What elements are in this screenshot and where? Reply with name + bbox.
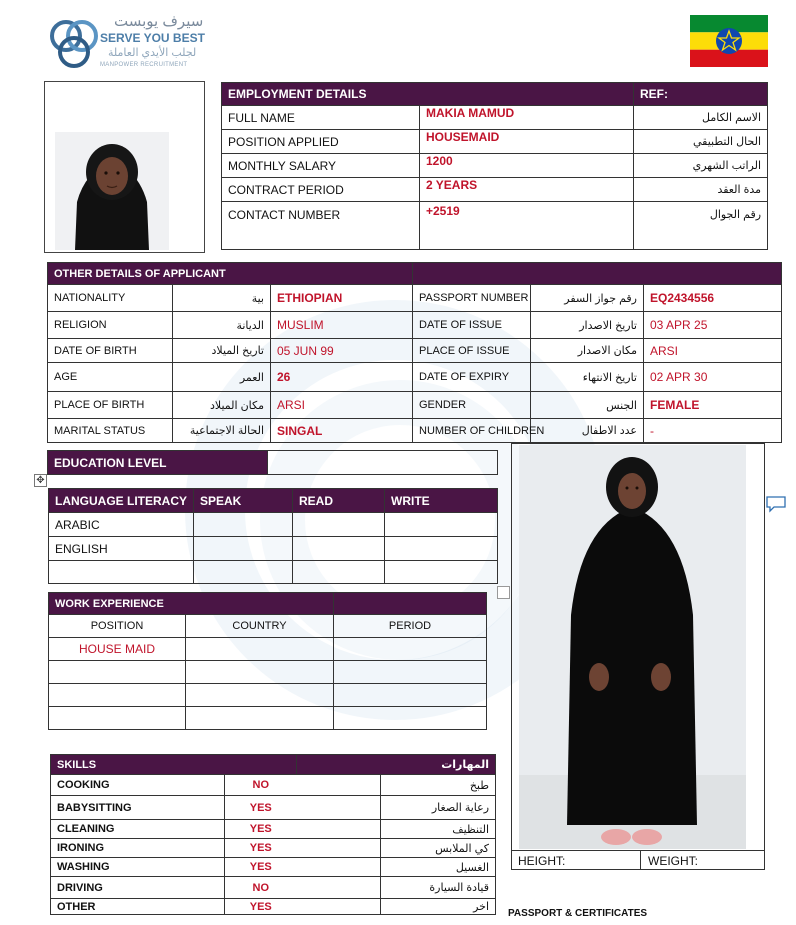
resize-handle[interactable]	[497, 586, 510, 599]
work-row	[49, 638, 487, 661]
skill-row	[51, 858, 496, 877]
contract-label: CONTRACT PERIOD	[222, 178, 420, 202]
lang-english: ENGLISH	[49, 537, 194, 561]
other-left-label: PLACE OF BIRTH	[48, 392, 173, 419]
skill-value: YES	[225, 858, 297, 877]
other-right-value: FEMALE	[644, 392, 782, 419]
skill-label: CLEANING	[51, 820, 225, 839]
skill-spacer	[297, 858, 381, 877]
other-right-value: 02 APR 30	[644, 363, 782, 392]
other-left-label: MARITAL STATUS	[48, 419, 173, 443]
other-right-value: EQ2434556	[644, 285, 782, 312]
other-details-table	[47, 262, 782, 443]
work-country	[186, 684, 334, 707]
other-right-ar: عدد الاطفال	[531, 419, 644, 443]
full-name-value: MAKIA MAMUD	[420, 106, 634, 130]
other-right-ar: الجنس	[531, 392, 644, 419]
measure-divider	[640, 851, 641, 870]
footer-passport-certificates: PASSPORT & CERTIFICATES	[508, 908, 648, 919]
other-left-value: ETHIOPIAN	[271, 285, 413, 312]
work-position	[49, 684, 186, 707]
work-row	[49, 684, 487, 707]
other-left-label: AGE	[48, 363, 173, 392]
lang-header-write: WRITE	[385, 489, 498, 513]
applicant-full-photo	[519, 445, 746, 849]
logo-sub: MANPOWER RECRUITMENT	[100, 62, 188, 68]
photo-frame	[44, 81, 205, 253]
logo-arabic-sub: لجلب الأيدي العاملة	[108, 47, 197, 59]
other-details-row	[48, 392, 782, 419]
education-table	[47, 450, 498, 475]
language-table	[48, 488, 498, 584]
skill-row	[51, 839, 496, 858]
salary-label: MONTHLY SALARY	[222, 154, 420, 178]
skills-header: SKILLS	[51, 755, 297, 775]
move-handle-icon[interactable]: ✥	[34, 474, 47, 487]
lang-header-literacy: LANGUAGE LITERACY	[49, 489, 194, 513]
lang-cell	[293, 513, 385, 537]
skill-value: YES	[225, 899, 297, 915]
work-period	[334, 707, 487, 730]
work-country	[186, 661, 334, 684]
logo-name: SERVE YOU BEST	[100, 31, 205, 45]
company-logo	[48, 14, 208, 74]
skills-table	[50, 754, 496, 915]
skill-value: YES	[225, 839, 297, 858]
skill-ar: طبخ	[381, 775, 496, 796]
lang-cell	[194, 513, 293, 537]
skill-label: BABYSITTING	[51, 796, 225, 820]
salary-ar: الراتب الشهري	[634, 154, 768, 178]
skill-row	[51, 796, 496, 820]
ethiopia-flag	[690, 15, 768, 67]
skill-label: DRIVING	[51, 877, 225, 899]
lang-cell	[385, 561, 498, 584]
skill-spacer	[297, 796, 381, 820]
other-left-label: RELIGION	[48, 312, 173, 339]
other-details-row	[48, 312, 782, 339]
position-label: POSITION APPLIED	[222, 130, 420, 154]
skill-value: NO	[225, 877, 297, 899]
contact-value: +2519	[420, 202, 634, 250]
contract-ar: مدة العقد	[634, 178, 768, 202]
other-left-value: 05 JUN 99	[271, 339, 413, 363]
work-country	[186, 638, 334, 661]
contact-ar: رقم الجوال	[634, 202, 768, 250]
full-name-ar: الاسم الكامل	[634, 106, 768, 130]
skill-ar: قيادة السيارة	[381, 877, 496, 899]
employment-details-table	[221, 82, 768, 250]
skill-row	[51, 899, 496, 915]
lang-cell	[385, 537, 498, 561]
lang-cell	[385, 513, 498, 537]
other-left-label: DATE OF BIRTH	[48, 339, 173, 363]
comment-bubble-icon	[765, 495, 787, 513]
skill-label: COOKING	[51, 775, 225, 796]
other-right-ar: تاريخ الانتهاء	[531, 363, 644, 392]
other-right-label: NUMBER OF CHILDREN	[413, 419, 531, 443]
flag-icon	[690, 15, 768, 67]
work-position	[49, 661, 186, 684]
work-col-period: PERIOD	[334, 615, 487, 638]
work-row	[49, 661, 487, 684]
other-left-label: NATIONALITY	[48, 285, 173, 312]
work-country	[186, 707, 334, 730]
weight-label: WEIGHT:	[648, 854, 698, 868]
comment-icon[interactable]	[765, 495, 787, 513]
salary-value: 1200	[420, 154, 634, 178]
other-details-header-right	[413, 263, 782, 285]
skills-header-ar: المهارات	[297, 755, 496, 775]
other-right-value: ARSI	[644, 339, 782, 363]
other-right-label: DATE OF ISSUE	[413, 312, 531, 339]
ref-label: REF:	[634, 83, 768, 106]
skill-value: YES	[225, 820, 297, 839]
other-right-label: PLACE OF ISSUE	[413, 339, 531, 363]
skill-spacer	[297, 839, 381, 858]
skill-spacer	[297, 820, 381, 839]
work-col-position: POSITION	[49, 615, 186, 638]
other-right-label: GENDER	[413, 392, 531, 419]
skill-spacer	[297, 899, 381, 915]
work-col-country: COUNTRY	[186, 615, 334, 638]
other-left-value: ARSI	[271, 392, 413, 419]
other-right-label: PASSPORT NUMBER	[413, 285, 531, 312]
lang-cell	[194, 561, 293, 584]
other-right-ar: تاريخ الاصدار	[531, 312, 644, 339]
lang-cell	[194, 537, 293, 561]
work-experience-table	[48, 592, 487, 730]
height-label: HEIGHT:	[518, 854, 566, 868]
work-header-right	[334, 593, 487, 615]
other-left-value: 26	[271, 363, 413, 392]
lang-cell	[293, 537, 385, 561]
lang-header-read: READ	[293, 489, 385, 513]
work-position	[49, 707, 186, 730]
skill-value: NO	[225, 775, 297, 796]
work-period	[334, 638, 487, 661]
work-period	[334, 684, 487, 707]
other-left-ar: تاريخ الميلاد	[173, 339, 271, 363]
measure-row	[512, 850, 764, 870]
full-name-label: FULL NAME	[222, 106, 420, 130]
skill-ar: رعاية الصغار	[381, 796, 496, 820]
skill-ar: الغسيل	[381, 858, 496, 877]
other-right-ar: مكان الاصدار	[531, 339, 644, 363]
portrait-icon	[55, 132, 169, 250]
contract-value: 2 YEARS	[420, 178, 634, 202]
skill-label: OTHER	[51, 899, 225, 915]
other-details-row	[48, 419, 782, 443]
skill-label: WASHING	[51, 858, 225, 877]
other-right-ar: رقم جواز السفر	[531, 285, 644, 312]
logo-arabic: سيرف يوبست	[114, 13, 204, 30]
other-right-label: DATE OF EXPIRY	[413, 363, 531, 392]
work-header: WORK EXPERIENCE	[49, 593, 334, 615]
skill-label: IRONING	[51, 839, 225, 858]
work-period	[334, 661, 487, 684]
skill-spacer	[297, 775, 381, 796]
skill-row	[51, 877, 496, 899]
other-left-value: SINGAL	[271, 419, 413, 443]
skill-ar: اخر	[381, 899, 496, 915]
skill-row	[51, 820, 496, 839]
position-ar: الحال التطبيقي	[634, 130, 768, 154]
lang-cell	[293, 561, 385, 584]
education-value	[268, 451, 498, 475]
lang-header-speak: SPEAK	[194, 489, 293, 513]
other-left-value: MUSLIM	[271, 312, 413, 339]
other-left-ar: بية	[173, 285, 271, 312]
skill-spacer	[297, 877, 381, 899]
full-body-portrait-icon	[519, 445, 746, 849]
other-details-row	[48, 339, 782, 363]
other-right-value: -	[644, 419, 782, 443]
other-details-row	[48, 363, 782, 392]
full-photo-frame	[511, 443, 765, 870]
skill-ar: التنظيف	[381, 820, 496, 839]
education-label: EDUCATION LEVEL	[48, 451, 268, 475]
skill-row	[51, 775, 496, 796]
other-details-row	[48, 285, 782, 312]
other-right-value: 03 APR 25	[644, 312, 782, 339]
other-left-ar: الديانة	[173, 312, 271, 339]
other-left-ar: العمر	[173, 363, 271, 392]
skill-value: YES	[225, 796, 297, 820]
work-row	[49, 707, 487, 730]
other-details-header: OTHER DETAILS OF APPLICANT	[48, 263, 413, 285]
employment-header: EMPLOYMENT DETAILS	[222, 83, 634, 106]
lang-arabic: ARABIC	[49, 513, 194, 537]
applicant-passport-photo	[55, 132, 169, 250]
other-left-ar: مكان الميلاد	[173, 392, 271, 419]
contact-label: CONTACT NUMBER	[222, 202, 420, 250]
other-left-ar: الحالة الاجتماعية	[173, 419, 271, 443]
position-value: HOUSEMAID	[420, 130, 634, 154]
lang-extra	[49, 561, 194, 584]
work-position: HOUSE MAID	[49, 638, 186, 661]
skill-ar: كي الملابس	[381, 839, 496, 858]
logo-rings-icon	[48, 16, 100, 72]
